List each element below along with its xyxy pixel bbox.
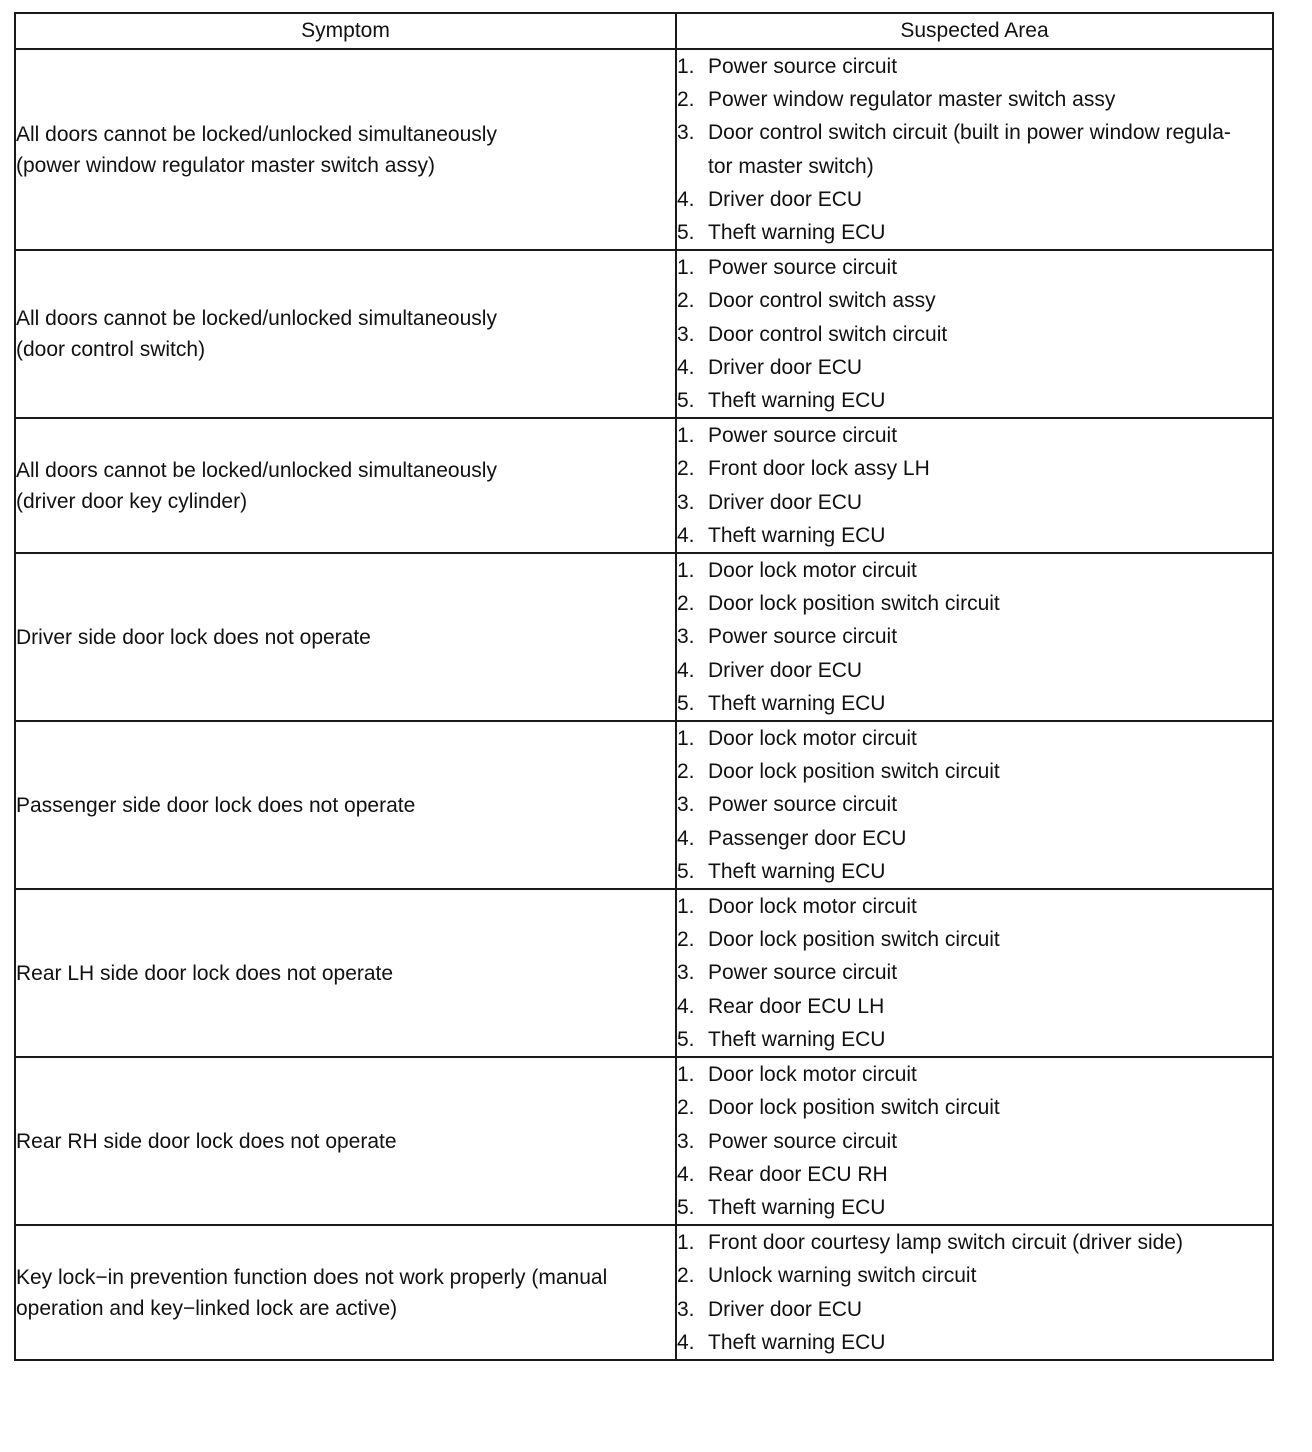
list-item [677, 923, 1272, 956]
list-item [677, 1058, 1272, 1091]
list-item [677, 452, 1272, 485]
symptom-cell [15, 889, 676, 1057]
symptom-text-line: (driver door key cylinder) [16, 489, 248, 513]
symptom-cell [15, 49, 676, 250]
list-item-continuation [677, 150, 1272, 183]
list-item [677, 990, 1272, 1023]
list-item-text: Theft warning ECU [708, 1027, 886, 1051]
list-item-text: Door lock motor circuit [708, 1063, 917, 1087]
list-item-number: 2. [677, 289, 695, 313]
list-item-text: Theft warning ECU [708, 523, 886, 547]
suspected-area-list [677, 419, 1272, 552]
list-item-number: 4. [677, 1162, 695, 1186]
symptom-text-line: operation and key−linked lock are active) [16, 1296, 398, 1320]
list-item-number: 4. [677, 1330, 695, 1354]
symptom-text-line: All doors cannot be locked/unlocked simultaneously [16, 307, 497, 331]
list-item-number: 2. [677, 1096, 695, 1120]
table-row [15, 418, 1273, 553]
list-item-number: 2. [677, 760, 695, 784]
suspected-area-list [677, 50, 1272, 249]
list-item-text: Door lock position switch circuit [708, 592, 1000, 616]
suspected-area-cell [676, 721, 1273, 889]
table-row [15, 889, 1273, 1057]
list-item-number: 2. [677, 928, 695, 952]
list-item-number: 4. [677, 994, 695, 1018]
list-item-number: 3. [677, 121, 695, 145]
list-item-number: 1. [677, 256, 695, 280]
symptom-text-line: Passenger side door lock does not operate [16, 793, 416, 817]
list-item-text: Front door courtesy lamp switch circuit (driver side) [708, 1231, 1183, 1255]
list-item-number: 3. [677, 322, 695, 346]
list-item-number: 3. [677, 961, 695, 985]
list-item [677, 216, 1272, 249]
symptom-text-line: (power window regulator master switch assy) [16, 153, 435, 177]
list-item [677, 587, 1272, 620]
list-item-number: 5. [677, 221, 695, 245]
list-item [677, 1158, 1272, 1191]
list-item-text: Theft warning ECU [708, 691, 886, 715]
list-item [677, 822, 1272, 855]
list-item-text: Power source circuit [708, 55, 898, 78]
list-item-number: 2. [677, 1264, 695, 1288]
list-item-number: 2. [677, 88, 695, 112]
suspected-area-list [677, 722, 1272, 888]
list-item-number: 1. [677, 1063, 695, 1087]
list-item-number: 4. [677, 187, 695, 211]
list-item [677, 687, 1272, 720]
list-item-text: Door lock motor circuit [708, 727, 917, 751]
symptom-text-line: Driver side door lock does not operate [16, 625, 371, 649]
symptom-cell [15, 553, 676, 721]
list-item-text: Rear door ECU RH [708, 1162, 888, 1186]
list-item [677, 654, 1272, 687]
list-item [677, 83, 1272, 116]
suspected-area-cell [676, 1057, 1273, 1225]
list-item [677, 419, 1272, 452]
list-item [677, 722, 1272, 755]
list-item-text: Door lock motor circuit [708, 895, 917, 919]
list-item-text: Theft warning ECU [708, 859, 886, 883]
list-item [677, 755, 1272, 788]
symptom-cell [15, 721, 676, 889]
list-item [677, 351, 1272, 384]
list-item [677, 620, 1272, 653]
list-item [677, 1125, 1272, 1158]
list-item-text: Theft warning ECU [708, 221, 886, 245]
suspected-area-cell [676, 553, 1273, 721]
symptom-text-line: All doors cannot be locked/unlocked simultaneously [16, 122, 497, 146]
list-item [677, 956, 1272, 989]
suspected-area-list [677, 251, 1272, 417]
list-item [677, 183, 1272, 216]
table-row [15, 250, 1273, 418]
list-item-number: 5. [677, 691, 695, 715]
list-item-text: Front door lock assy LH [708, 457, 930, 481]
list-item-number: 3. [677, 625, 695, 649]
list-item [677, 284, 1272, 317]
list-item-number: 4. [677, 355, 695, 379]
list-item [677, 519, 1272, 552]
list-item-number: 4. [677, 523, 695, 547]
list-item-number: 1. [677, 55, 695, 78]
list-item-text: Power source circuit [708, 424, 898, 448]
list-item-text: Door lock position switch circuit [708, 760, 1000, 784]
list-item [677, 1293, 1272, 1326]
symptom-cell [15, 418, 676, 553]
table-row [15, 553, 1273, 721]
list-item [677, 890, 1272, 923]
list-item-number: 4. [677, 658, 695, 682]
list-item [677, 1091, 1272, 1124]
suspected-area-list [677, 1226, 1272, 1359]
list-item [677, 554, 1272, 587]
list-item-text: Unlock warning switch circuit [708, 1264, 977, 1288]
list-item [677, 1259, 1272, 1292]
list-item-text: Driver door ECU [708, 1297, 863, 1321]
list-item [677, 855, 1272, 888]
list-item [677, 486, 1272, 519]
list-item [677, 318, 1272, 351]
list-item [677, 251, 1272, 284]
list-item-text: Power source circuit [708, 1129, 898, 1153]
list-item-number: 1. [677, 424, 695, 448]
list-item-number: 4. [677, 826, 695, 850]
table-row [15, 49, 1273, 250]
symptom-cell [15, 1225, 676, 1360]
list-item-text: Driver door ECU [708, 490, 863, 514]
list-item [677, 1191, 1272, 1224]
table-header-row [15, 13, 1273, 49]
list-item-number: 5. [677, 1027, 695, 1051]
list-item [677, 1226, 1272, 1259]
suspected-area-cell [676, 889, 1273, 1057]
list-item-text: Door lock motor circuit [708, 559, 917, 583]
list-item-text: Theft warning ECU [708, 1195, 886, 1219]
list-item-text: Door control switch assy [708, 289, 936, 313]
suspected-area-list [677, 1058, 1272, 1224]
symptom-table [14, 12, 1274, 1361]
list-item-text: Power source circuit [708, 625, 898, 649]
list-item [677, 788, 1272, 821]
list-item-text: Door lock position switch circuit [708, 1096, 1000, 1120]
list-item [677, 1023, 1272, 1056]
list-item-text: Driver door ECU [708, 658, 863, 682]
list-item-number: 5. [677, 389, 695, 413]
symptom-cell [15, 1057, 676, 1225]
list-item-number: 1. [677, 727, 695, 751]
suspected-area-cell [676, 418, 1273, 553]
list-item [677, 384, 1272, 417]
symptom-text-line: All doors cannot be locked/unlocked simultaneously [16, 458, 497, 482]
list-item-text: Rear door ECU LH [708, 994, 885, 1018]
symptom-text-line: Key lock−in prevention function does not work properly (manual [16, 1265, 608, 1289]
list-item-text: Driver door ECU [708, 355, 863, 379]
list-item-text: Door lock position switch circuit [708, 928, 1000, 952]
list-item-number: 2. [677, 592, 695, 616]
symptom-text-line: Rear LH side door lock does not operate [16, 961, 394, 985]
list-item-text: Door control switch circuit (built in power window regula- [708, 121, 1231, 145]
list-item-text: Door control switch circuit [708, 322, 948, 346]
list-item [677, 1326, 1272, 1359]
list-item-number: 5. [677, 859, 695, 883]
list-item [677, 116, 1272, 149]
list-item-number: 2. [677, 457, 695, 481]
suspected-area-cell [676, 1225, 1273, 1360]
suspected-area-cell [676, 49, 1273, 250]
list-item-number: 1. [677, 895, 695, 919]
list-item-number: 3. [677, 1297, 695, 1321]
suspected-area-cell [676, 250, 1273, 418]
list-item-text: Power window regulator master switch assy [708, 88, 1116, 112]
suspected-area-column-header: Suspected Area [676, 13, 1273, 49]
symptom-column-header: Symptom [15, 13, 676, 49]
symptom-text-line: (door control switch) [16, 338, 206, 362]
list-item-text: Theft warning ECU [708, 389, 886, 413]
list-item-number: 3. [677, 490, 695, 514]
list-item-number: 1. [677, 559, 695, 583]
table-body [15, 49, 1273, 1360]
list-item-text: tor master switch) [708, 154, 874, 178]
list-item-number: 5. [677, 1195, 695, 1219]
list-item-text: Power source circuit [708, 256, 898, 280]
table-row [15, 1225, 1273, 1360]
list-item-number: 1. [677, 1231, 695, 1255]
list-item-number: 3. [677, 793, 695, 817]
symptom-text-line: Rear RH side door lock does not operate [16, 1129, 397, 1153]
suspected-area-list [677, 554, 1272, 720]
list-item [677, 50, 1272, 83]
list-item-number: 3. [677, 1129, 695, 1153]
list-item-text: Power source circuit [708, 961, 898, 985]
table-row [15, 721, 1273, 889]
symptom-cell [15, 250, 676, 418]
list-item-text: Theft warning ECU [708, 1330, 886, 1354]
list-item-text: Passenger door ECU [708, 826, 907, 850]
suspected-area-list [677, 890, 1272, 1056]
list-item-text: Power source circuit [708, 793, 898, 817]
list-item-text: Driver door ECU [708, 187, 863, 211]
table-row [15, 1057, 1273, 1225]
